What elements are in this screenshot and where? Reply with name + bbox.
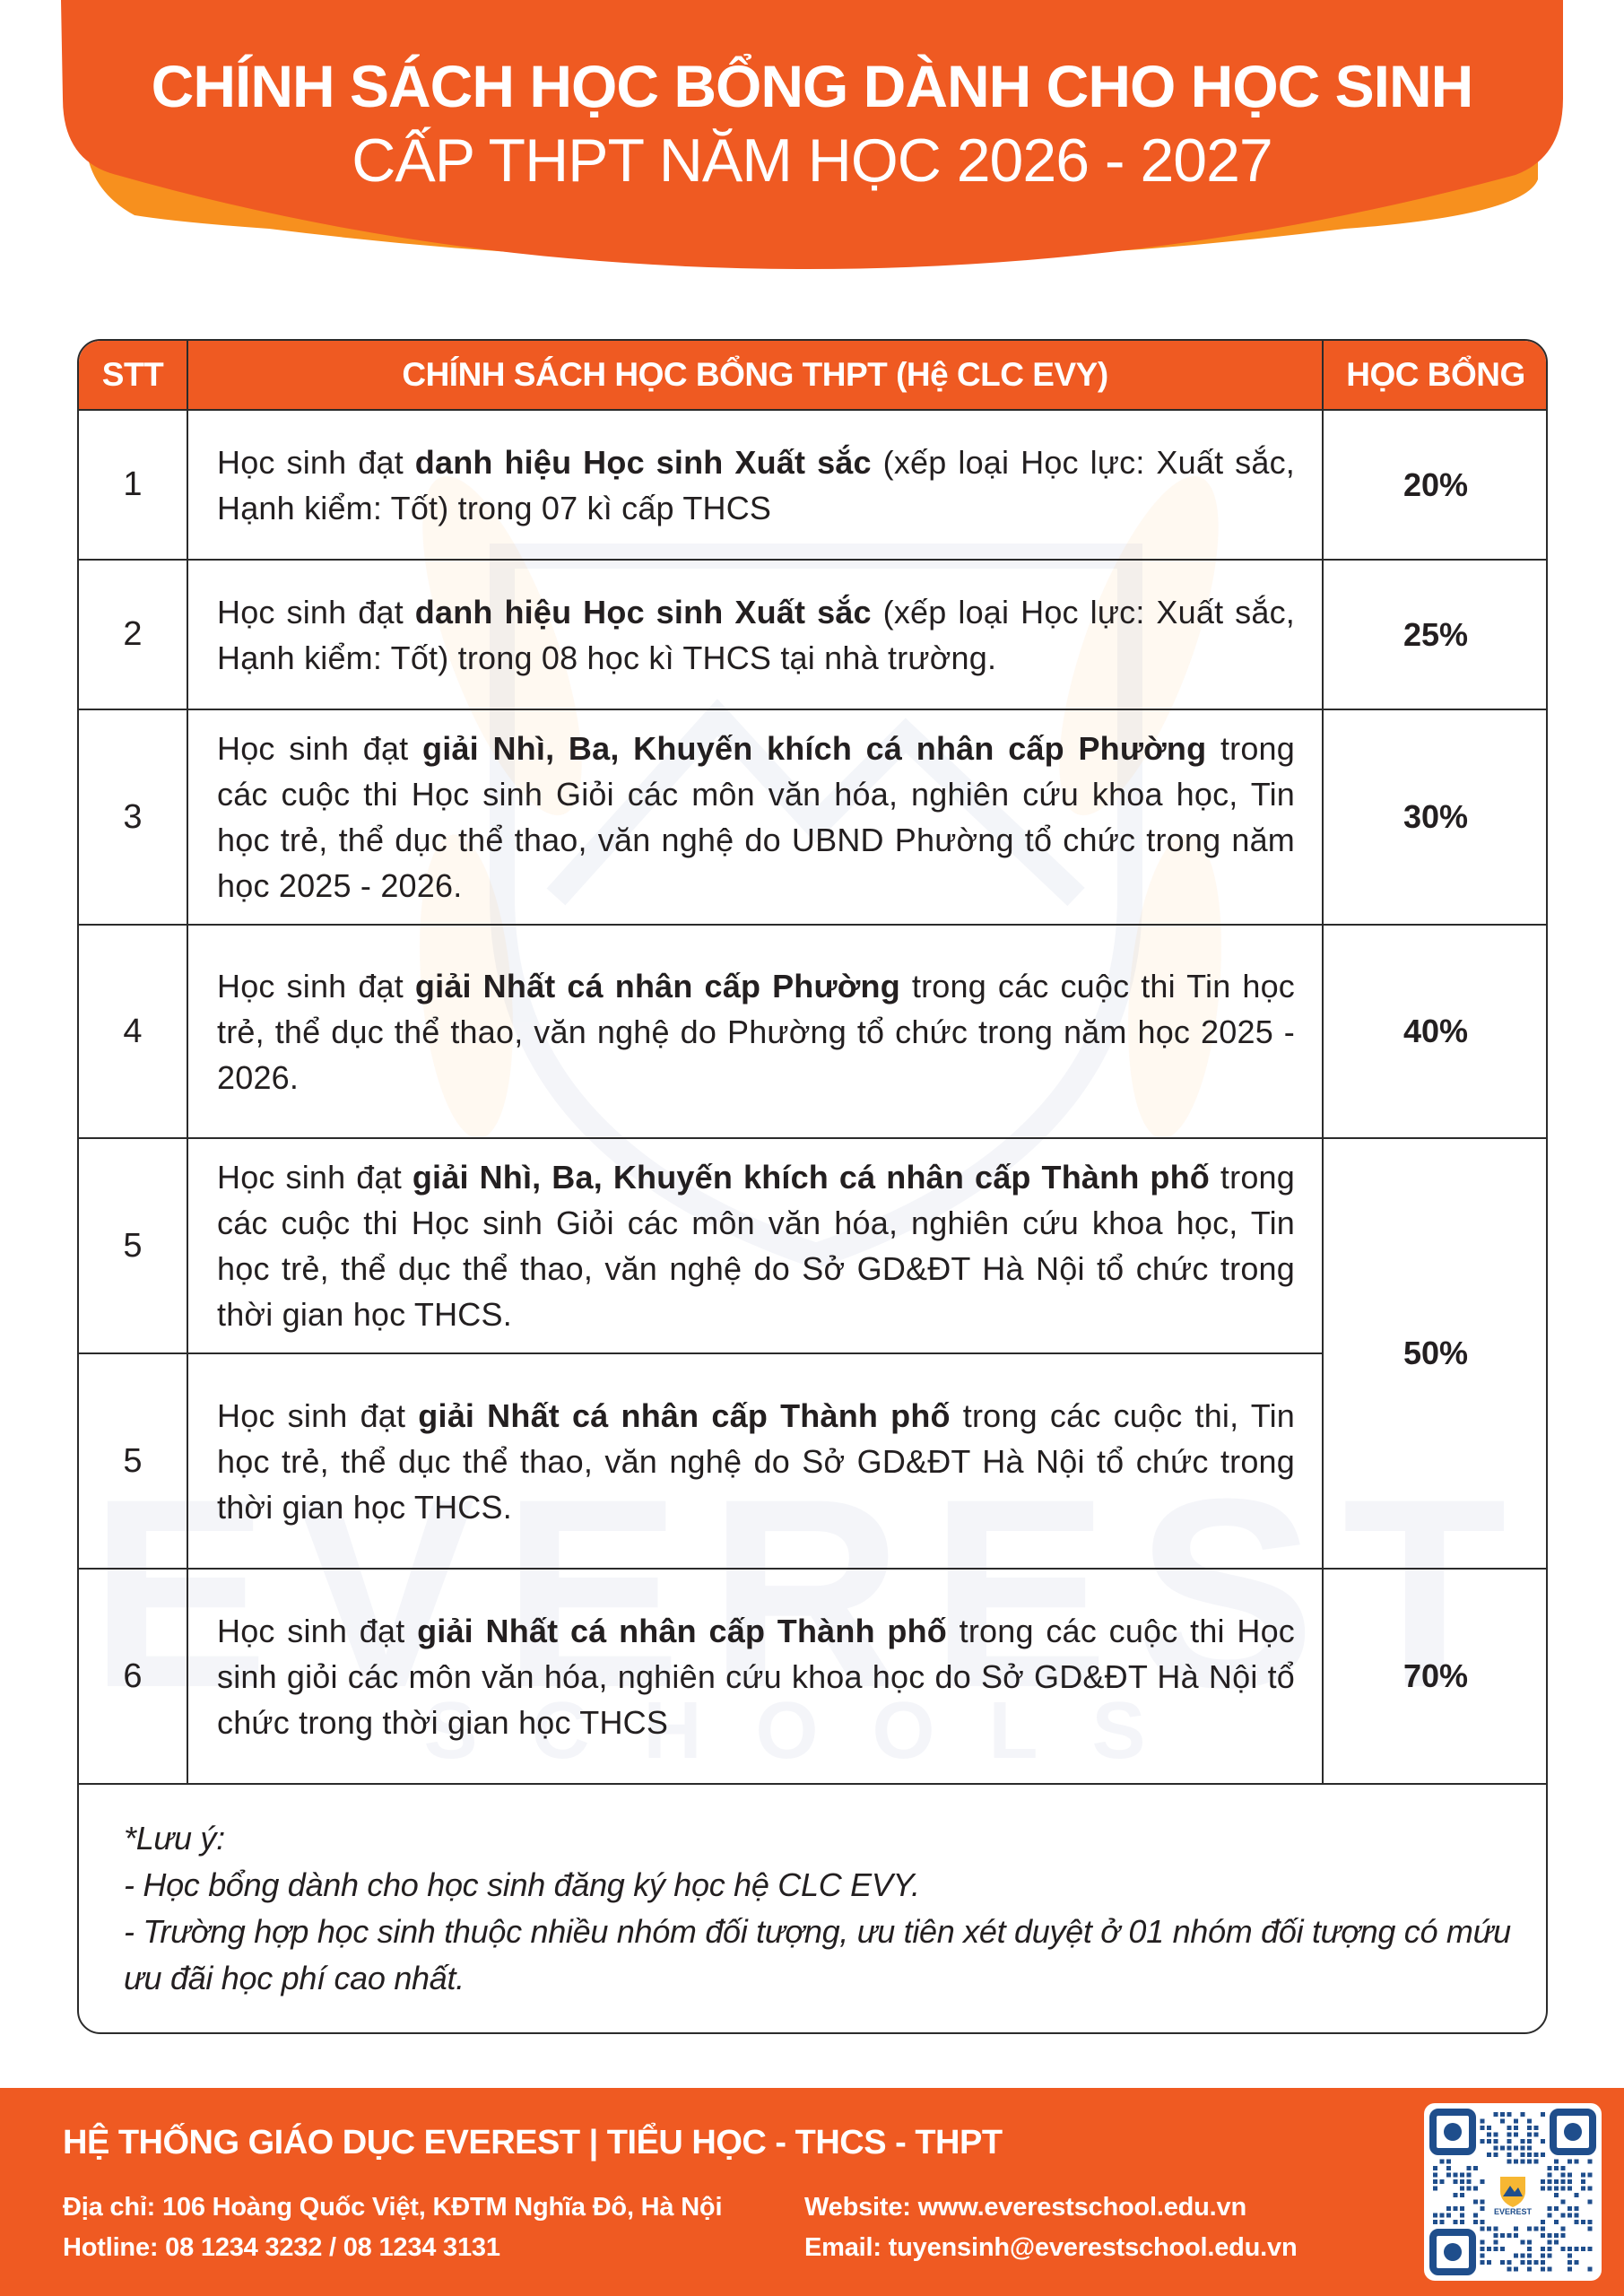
qr-module xyxy=(1494,2112,1498,2117)
note-item: - Trường hợp học sinh thuộc nhiều nhóm đối tượng, ưu tiên xét duyệt ở 01 nhóm đối tượng có mứu ưu đãi học phí cao nhất. xyxy=(124,1913,1511,1996)
qr-module xyxy=(1568,2187,1572,2191)
qr-module xyxy=(1541,2227,1545,2231)
qr-module xyxy=(1487,2133,1491,2137)
qr-module xyxy=(1446,2166,1451,2170)
qr-module xyxy=(1548,2179,1552,2184)
qr-module xyxy=(1548,2247,1552,2251)
qr-module xyxy=(1588,2267,1593,2272)
row-stt: 3 xyxy=(79,710,188,924)
page-subtitle: CẤP THPT NĂM HỌC 2026 - 2027 xyxy=(352,126,1272,195)
qr-module xyxy=(1548,2187,1552,2191)
qr-module xyxy=(1446,2206,1451,2211)
qr-module xyxy=(1494,2133,1498,2137)
page-title: CHÍNH SÁCH HỌC BỔNG DÀNH CHO HỌC SINH xyxy=(151,53,1473,119)
qr-module xyxy=(1568,2179,1572,2184)
qr-module xyxy=(1575,2247,1579,2251)
qr-module xyxy=(1554,2193,1559,2197)
qr-module xyxy=(1494,2139,1498,2144)
qr-module xyxy=(1581,2179,1585,2184)
qr-module xyxy=(1588,2160,1593,2164)
qr-module xyxy=(1554,2187,1559,2191)
header-policy: CHÍNH SÁCH HỌC BỔNG THPT (Hệ CLC EVY) xyxy=(188,341,1324,409)
qr-module xyxy=(1527,2247,1532,2251)
qr-module xyxy=(1575,2160,1579,2164)
qr-module xyxy=(1534,2133,1539,2137)
qr-module xyxy=(1561,2187,1566,2191)
qr-module xyxy=(1481,2220,1485,2224)
qr-module xyxy=(1481,2227,1485,2231)
row-policy: Học sinh đạt giải Nhất cá nhân cấp Thành phố trong các cuộc thi, Tin học trẻ, thể dục thể thao, văn nghệ do Sở GD&ĐT Hà Nội tổ chức trong thời gian học THCS. xyxy=(188,1354,1324,1568)
qr-module xyxy=(1548,2254,1552,2258)
qr-module xyxy=(1561,2200,1566,2205)
qr-module xyxy=(1481,2254,1485,2258)
qr-module xyxy=(1481,2260,1485,2265)
qr-module xyxy=(1541,2152,1545,2157)
qr-module xyxy=(1487,2126,1491,2130)
table-row xyxy=(79,561,1546,710)
qr-module xyxy=(1454,2220,1458,2224)
qr-module xyxy=(1500,2146,1505,2151)
qr-module xyxy=(1521,2260,1525,2265)
header-banner xyxy=(0,0,1624,287)
qr-module xyxy=(1494,2240,1498,2245)
qr-module xyxy=(1433,2166,1437,2170)
qr-module xyxy=(1521,2254,1525,2258)
qr-module xyxy=(1541,2112,1545,2117)
qr-module xyxy=(1541,2247,1545,2251)
qr-module xyxy=(1541,2179,1545,2184)
qr-module xyxy=(1521,2152,1525,2157)
qr-module xyxy=(1494,2152,1498,2157)
qr-module xyxy=(1473,2187,1478,2191)
qr-module xyxy=(1481,2240,1485,2245)
qr-module xyxy=(1527,2133,1532,2137)
qr-code[interactable] xyxy=(1424,2103,1602,2281)
qr-module xyxy=(1575,2260,1579,2265)
qr-module xyxy=(1575,2213,1579,2218)
qr-module xyxy=(1433,2187,1437,2191)
qr-module xyxy=(1521,2139,1525,2144)
qr-module xyxy=(1548,2240,1552,2245)
qr-module xyxy=(1467,2179,1472,2184)
qr-module xyxy=(1575,2206,1579,2211)
qr-module xyxy=(1588,2187,1593,2191)
note-item: - Học bổng dành cho học sinh đăng ký học hệ CLC EVY. xyxy=(124,1866,920,1903)
qr-module xyxy=(1527,2240,1532,2245)
row-policy: Học sinh đạt danh hiệu Học sinh Xuất sắc (xếp loại Học lực: Xuất sắc, Hạnh kiểm: Tốt) trong 08 học kì THCS tại nhà trường. xyxy=(188,561,1324,709)
qr-module xyxy=(1507,2152,1512,2157)
qr-module xyxy=(1561,2233,1566,2238)
qr-logo-text: EVEREST xyxy=(1493,2207,1533,2216)
qr-module xyxy=(1487,2260,1491,2265)
qr-module xyxy=(1575,2220,1579,2224)
qr-module xyxy=(1460,2206,1464,2211)
qr-module xyxy=(1541,2187,1545,2191)
qr-module xyxy=(1487,2227,1491,2231)
qr-module xyxy=(1541,2220,1545,2224)
qr-module xyxy=(1494,2227,1498,2231)
qr-module xyxy=(1588,2227,1593,2231)
qr-module xyxy=(1500,2112,1505,2117)
qr-module xyxy=(1507,2126,1512,2130)
qr-module xyxy=(1568,2260,1572,2265)
qr-module xyxy=(1514,2254,1518,2258)
footer xyxy=(0,2088,1624,2296)
qr-module xyxy=(1588,2200,1593,2205)
qr-module xyxy=(1527,2146,1532,2151)
qr-module xyxy=(1568,2247,1572,2251)
qr-module xyxy=(1554,2233,1559,2238)
qr-finder-bottom-left xyxy=(1433,2232,1472,2272)
qr-module xyxy=(1514,2160,1518,2164)
qr-module xyxy=(1481,2200,1485,2205)
qr-module xyxy=(1561,2179,1566,2184)
footer-hotline[interactable]: Hotline: 08 1234 3232 / 08 1234 3131 xyxy=(63,2233,500,2262)
qr-module xyxy=(1446,2173,1451,2178)
qr-module xyxy=(1514,2119,1518,2124)
qr-module xyxy=(1548,2233,1552,2238)
qr-module xyxy=(1440,2213,1445,2218)
qr-module xyxy=(1541,2139,1545,2144)
row-scholarship: 70% xyxy=(1403,1657,1469,1694)
qr-module xyxy=(1548,2166,1552,2170)
qr-module xyxy=(1514,2146,1518,2151)
qr-module xyxy=(1554,2179,1559,2184)
qr-module xyxy=(1481,2139,1485,2144)
qr-module xyxy=(1588,2173,1593,2178)
qr-module xyxy=(1507,2233,1512,2238)
qr-module xyxy=(1561,2213,1566,2218)
qr-module xyxy=(1473,2200,1478,2205)
row-stt: 6 xyxy=(79,1570,188,1783)
qr-module xyxy=(1500,2247,1505,2251)
qr-module xyxy=(1527,2227,1532,2231)
row-stt: 2 xyxy=(79,561,188,709)
qr-module xyxy=(1554,2166,1559,2170)
row-policy: Học sinh đạt giải Nhì, Ba, Khuyến khích cá nhân cấp Phường trong các cuộc thi Học sinh Giỏi các môn văn hóa, nghiên cứu khoa học, Tin học trẻ, thể dục thể thao, văn nghệ do UBND Phường tổ chức trong năm học 2025 - 2026. xyxy=(188,710,1324,924)
qr-module xyxy=(1481,2119,1485,2124)
qr-module xyxy=(1487,2152,1491,2157)
footer-website[interactable]: Website: www.everestschool.edu.vn xyxy=(804,2193,1246,2222)
qr-module xyxy=(1507,2267,1512,2272)
qr-module xyxy=(1527,2267,1532,2272)
notes-section xyxy=(79,1785,1546,2002)
qr-module xyxy=(1527,2160,1532,2164)
qr-module xyxy=(1541,2260,1545,2265)
qr-module xyxy=(1554,2240,1559,2245)
qr-module xyxy=(1568,2213,1572,2218)
qr-module xyxy=(1467,2173,1472,2178)
qr-module xyxy=(1541,2267,1545,2272)
qr-module xyxy=(1433,2173,1437,2178)
qr-module xyxy=(1460,2179,1464,2184)
row-policy: Học sinh đạt danh hiệu Học sinh Xuất sắc (xếp loại Học lực: Xuất sắc, Hạnh kiểm: Tốt) trong 07 kì cấp THCS xyxy=(188,411,1324,559)
qr-module xyxy=(1554,2160,1559,2164)
qr-module xyxy=(1481,2179,1485,2184)
qr-module xyxy=(1568,2173,1572,2178)
qr-module xyxy=(1561,2227,1566,2231)
row-stt: 5 xyxy=(79,1354,188,1568)
row-scholarship: 30% xyxy=(1403,798,1469,835)
qr-module xyxy=(1454,2173,1458,2178)
notes-heading: *Lưu ý: xyxy=(124,1820,225,1857)
qr-module xyxy=(1534,2260,1539,2265)
qr-module xyxy=(1548,2213,1552,2218)
qr-module xyxy=(1440,2220,1445,2224)
qr-module xyxy=(1561,2247,1566,2251)
qr-module xyxy=(1494,2247,1498,2251)
qr-module xyxy=(1548,2267,1552,2272)
row-policy: Học sinh đạt giải Nhất cá nhân cấp Phường trong các cuộc thi Tin học trẻ, thể dục thể thao, văn nghệ do Phường tổ chức trong năm học 2025 - 2026. xyxy=(188,926,1324,1137)
qr-finder-top-right xyxy=(1553,2112,1593,2152)
qr-module xyxy=(1521,2112,1525,2117)
qr-module xyxy=(1433,2213,1437,2218)
footer-title: HỆ THỐNG GIÁO DỤC EVEREST | TIỂU HỌC - THCS - THPT xyxy=(63,2124,1003,2161)
qr-module xyxy=(1433,2220,1437,2224)
qr-module xyxy=(1534,2227,1539,2231)
qr-module xyxy=(1548,2173,1552,2178)
qr-module xyxy=(1454,2179,1458,2184)
qr-module xyxy=(1581,2247,1585,2251)
table-row xyxy=(79,710,1546,926)
qr-module xyxy=(1473,2213,1478,2218)
qr-center-logo xyxy=(1491,2168,1534,2216)
qr-module xyxy=(1568,2160,1572,2164)
qr-module xyxy=(1487,2139,1491,2144)
qr-module xyxy=(1514,2227,1518,2231)
row-scholarship: 40% xyxy=(1403,1013,1469,1049)
qr-module xyxy=(1460,2173,1464,2178)
qr-module xyxy=(1473,2220,1478,2224)
qr-module xyxy=(1481,2126,1485,2130)
row-scholarship: 20% xyxy=(1403,465,1469,503)
qr-module xyxy=(1500,2119,1505,2124)
qr-module xyxy=(1481,2247,1485,2251)
table-row xyxy=(79,926,1546,1139)
qr-module xyxy=(1541,2233,1545,2238)
row-policy: Học sinh đạt giải Nhì, Ba, Khuyến khích cá nhân cấp Thành phố trong các cuộc thi Học sinh Giỏi các môn văn hóa, nghiên cứu khoa học, Tin học trẻ, thể dục thể thao, văn nghệ do Sở GD&ĐT Hà Nội tổ chức trong thời gian học THCS. xyxy=(188,1139,1324,1354)
table-row xyxy=(79,1570,1546,1785)
qr-module xyxy=(1588,2247,1593,2251)
qr-module xyxy=(1534,2152,1539,2157)
qr-module xyxy=(1514,2267,1518,2272)
qr-module xyxy=(1568,2267,1572,2272)
qr-module xyxy=(1440,2179,1445,2184)
qr-module xyxy=(1527,2260,1532,2265)
qr-module xyxy=(1534,2126,1539,2130)
qr-module xyxy=(1527,2126,1532,2130)
qr-module xyxy=(1487,2247,1491,2251)
table-row xyxy=(79,411,1546,561)
qr-module xyxy=(1507,2160,1512,2164)
qr-module xyxy=(1433,2179,1437,2184)
qr-module xyxy=(1554,2206,1559,2211)
qr-code-icon xyxy=(1424,2103,1602,2281)
qr-finder-top-left xyxy=(1433,2112,1472,2152)
qr-module xyxy=(1446,2160,1451,2164)
qr-module xyxy=(1568,2254,1572,2258)
qr-module xyxy=(1527,2119,1532,2124)
row-scholarship: 25% xyxy=(1403,615,1469,653)
row-stt: 5 xyxy=(79,1139,188,1354)
qr-module xyxy=(1521,2146,1525,2151)
qr-module xyxy=(1548,2206,1552,2211)
qr-module xyxy=(1460,2213,1464,2218)
qr-module xyxy=(1514,2126,1518,2130)
qr-module xyxy=(1541,2254,1545,2258)
qr-module xyxy=(1527,2254,1532,2258)
qr-module xyxy=(1460,2187,1464,2191)
qr-module xyxy=(1554,2220,1559,2224)
qr-module xyxy=(1473,2166,1478,2170)
qr-module xyxy=(1507,2146,1512,2151)
qr-module xyxy=(1575,2193,1579,2197)
qr-module xyxy=(1514,2233,1518,2238)
scholarship-table xyxy=(77,339,1548,2034)
qr-module xyxy=(1514,2133,1518,2137)
qr-module xyxy=(1561,2173,1566,2178)
qr-module xyxy=(1507,2133,1512,2137)
qr-module xyxy=(1460,2220,1464,2224)
qr-module xyxy=(1460,2193,1464,2197)
qr-module xyxy=(1467,2166,1472,2170)
qr-module xyxy=(1467,2187,1472,2191)
qr-module xyxy=(1454,2206,1458,2211)
qr-module xyxy=(1494,2233,1498,2238)
row-stt: 4 xyxy=(79,926,188,1137)
header-scholarship: HỌC BỔNG xyxy=(1346,356,1525,393)
row-scholarship-merged: 50% xyxy=(1324,1139,1548,1570)
footer-email[interactable]: Email: tuyensinh@everestschool.edu.vn xyxy=(804,2233,1298,2262)
qr-module xyxy=(1581,2220,1585,2224)
qr-module xyxy=(1481,2206,1485,2211)
row-policy: Học sinh đạt giải Nhất cá nhân cấp Thành phố trong các cuộc thi Học sinh giỏi các môn văn hóa, nghiên cứu khoa học do Sở GD&ĐT Hà Nội tổ chức trong thời gian học THCS xyxy=(188,1570,1324,1783)
qr-module xyxy=(1527,2139,1532,2144)
qr-module xyxy=(1581,2187,1585,2191)
footer-address: Địa chỉ: 106 Hoàng Quốc Việt, KĐTM Nghĩa Đô, Hà Nội xyxy=(63,2193,723,2222)
row-stt: 1 xyxy=(79,411,188,559)
qr-module xyxy=(1588,2220,1593,2224)
qr-module xyxy=(1507,2260,1512,2265)
qr-module xyxy=(1440,2160,1445,2164)
qr-module xyxy=(1500,2260,1505,2265)
qr-module xyxy=(1454,2193,1458,2197)
qr-module xyxy=(1527,2152,1532,2157)
qr-module xyxy=(1561,2166,1566,2170)
qr-module xyxy=(1507,2139,1512,2144)
qr-module xyxy=(1534,2160,1539,2164)
header-stt: STT xyxy=(79,341,188,409)
qr-module xyxy=(1500,2233,1505,2238)
table-header xyxy=(79,341,1546,411)
qr-module xyxy=(1446,2213,1451,2218)
qr-module xyxy=(1568,2206,1572,2211)
qr-module xyxy=(1521,2240,1525,2245)
qr-module xyxy=(1521,2160,1525,2164)
qr-module xyxy=(1494,2146,1498,2151)
qr-module xyxy=(1507,2112,1512,2117)
qr-module xyxy=(1581,2173,1585,2178)
